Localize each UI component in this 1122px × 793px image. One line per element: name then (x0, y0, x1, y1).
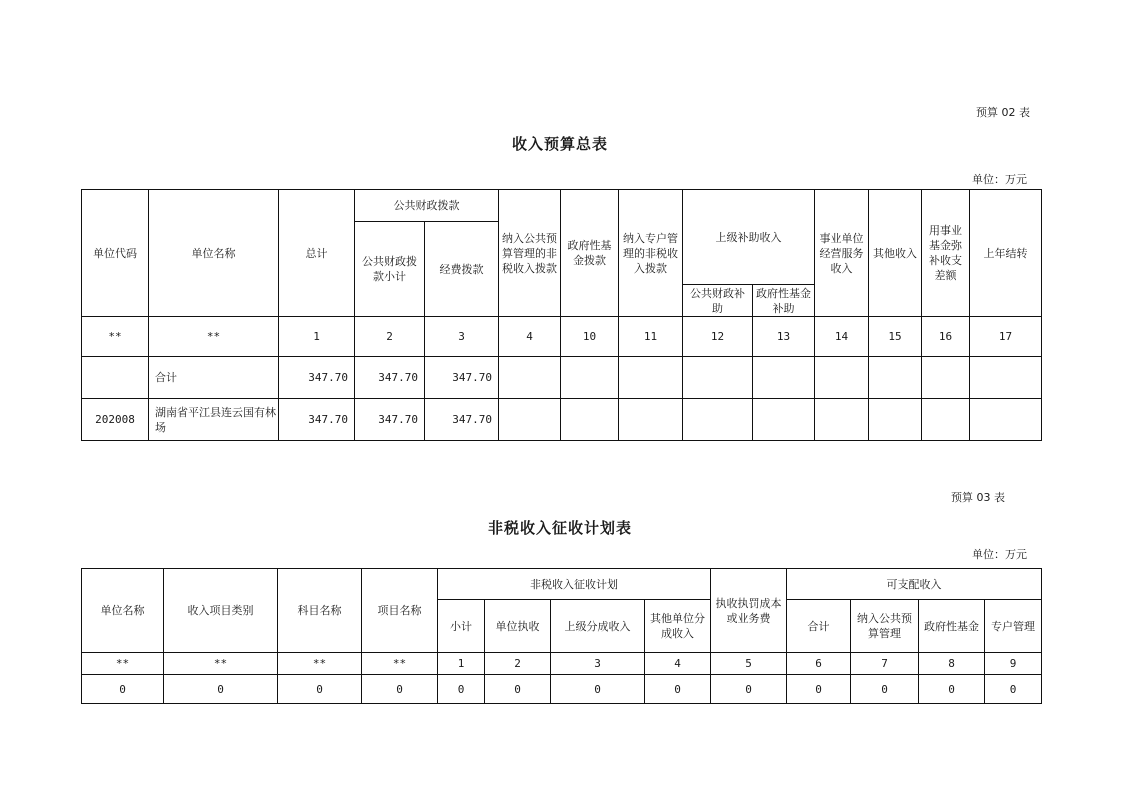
header-other-share: 其他单位分成收入 (645, 600, 711, 653)
header-nontax-budget: 纳入公共预算管理的非税收入拨款 (499, 190, 561, 317)
header-superior-govfund: 政府性基金补助 (753, 285, 815, 317)
index-cell: ** (82, 317, 149, 357)
index-cell: 4 (645, 653, 711, 675)
total-public-subtotal: 347.70 (355, 357, 425, 399)
header-unit-name: 单位名称 (82, 569, 164, 653)
income-budget-table (81, 189, 1042, 441)
value-cell: 0 (362, 675, 438, 704)
header-self-collected: 单位执收 (485, 600, 551, 653)
empty-cell (499, 357, 561, 399)
header-disp-special: 专户管理 (985, 600, 1042, 653)
index-cell: 14 (815, 317, 869, 357)
header-superior-share: 上级分成收入 (551, 600, 645, 653)
value-cell: 0 (164, 675, 278, 704)
value-cell: 0 (278, 675, 362, 704)
header-plan-subtotal: 小计 (438, 600, 485, 653)
empty-cell (922, 357, 970, 399)
empty-cell (619, 357, 683, 399)
empty-cell (619, 399, 683, 441)
unit-name-cell: 湖南省平江县连云国有林场 (149, 399, 279, 441)
table2-unit: 单位：万元 (972, 548, 1027, 561)
row-total: 347.70 (279, 399, 355, 441)
table-row (82, 675, 1042, 704)
empty-cell (869, 399, 922, 441)
header-collection-plan: 非税收入征收计划 (438, 569, 711, 600)
index-cell: ** (149, 317, 279, 357)
index-cell: 4 (499, 317, 561, 357)
total-fund: 347.70 (425, 357, 499, 399)
empty-cell (499, 399, 561, 441)
index-row (82, 653, 1042, 675)
table2-title: 非税收入征收计划表 (487, 519, 632, 537)
header-other-income: 其他收入 (869, 190, 922, 317)
value-cell: 0 (645, 675, 711, 704)
header-gov-fund: 政府性基金拨款 (561, 190, 619, 317)
value-cell: 0 (919, 675, 985, 704)
index-cell: 13 (753, 317, 815, 357)
header-fund-allocation: 经费拨款 (425, 222, 499, 317)
total-row (82, 357, 1042, 399)
index-cell: ** (82, 653, 164, 675)
value-cell: 0 (438, 675, 485, 704)
header-business-income: 事业单位经营服务收入 (815, 190, 869, 317)
unit-code-cell: 202008 (82, 399, 149, 441)
empty-cell (753, 399, 815, 441)
index-cell: 1 (438, 653, 485, 675)
index-cell: 5 (711, 653, 787, 675)
header-disp-govfund: 政府性基金 (919, 600, 985, 653)
header-unit-name: 单位名称 (149, 190, 279, 317)
index-cell: ** (278, 653, 362, 675)
table1-unit: 单位：万元 (972, 173, 1027, 186)
header-public-finance-group: 公共财政拨款 (355, 190, 499, 222)
index-row (82, 317, 1042, 357)
header-subject-name: 科目名称 (278, 569, 362, 653)
empty-cell (82, 357, 149, 399)
index-cell: 8 (919, 653, 985, 675)
value-cell: 0 (82, 675, 164, 704)
index-cell: 6 (787, 653, 851, 675)
index-cell: 16 (922, 317, 970, 357)
value-cell: 0 (551, 675, 645, 704)
header-total: 总计 (279, 190, 355, 317)
header-unit-code: 单位代码 (82, 190, 149, 317)
value-cell: 0 (787, 675, 851, 704)
nontax-plan-table (81, 568, 1042, 704)
header-superior-public: 公共财政补助 (683, 285, 753, 317)
index-cell: 3 (425, 317, 499, 357)
header-disp-public: 纳入公共预算管理 (851, 600, 919, 653)
index-cell: 1 (279, 317, 355, 357)
empty-cell (970, 357, 1042, 399)
header-disp-total: 合计 (787, 600, 851, 653)
value-cell: 0 (851, 675, 919, 704)
index-cell: 3 (551, 653, 645, 675)
empty-cell (970, 399, 1042, 441)
index-cell: 12 (683, 317, 753, 357)
value-cell: 0 (485, 675, 551, 704)
header-public-subtotal: 公共财政拨款小计 (355, 222, 425, 317)
empty-cell (753, 357, 815, 399)
empty-cell (561, 357, 619, 399)
header-enforcement-cost: 执收执罚成本或业务费 (711, 569, 787, 653)
empty-cell (922, 399, 970, 441)
header-fund-offset: 用事业基金弥补收支差额 (922, 190, 970, 317)
index-cell: 15 (869, 317, 922, 357)
header-superior-subsidy: 上级补助收入 (683, 190, 815, 285)
table-row (82, 399, 1042, 441)
row-public-subtotal: 347.70 (355, 399, 425, 441)
index-cell: 11 (619, 317, 683, 357)
index-cell: ** (164, 653, 278, 675)
index-cell: 2 (485, 653, 551, 675)
table2-tag: 预算 03 表 (951, 491, 1005, 504)
index-cell: 7 (851, 653, 919, 675)
empty-cell (683, 357, 753, 399)
table1-title: 收入预算总表 (511, 135, 608, 153)
header-income-category: 收入项目类别 (164, 569, 278, 653)
total-amount: 347.70 (279, 357, 355, 399)
header-project-name: 项目名称 (362, 569, 438, 653)
header-special-account: 纳入专户管理的非税收入拨款 (619, 190, 683, 317)
row-fund: 347.70 (425, 399, 499, 441)
empty-cell (683, 399, 753, 441)
index-cell: 9 (985, 653, 1042, 675)
index-cell: ** (362, 653, 438, 675)
value-cell: 0 (985, 675, 1042, 704)
empty-cell (869, 357, 922, 399)
total-label: 合计 (149, 357, 279, 399)
table1-tag: 预算 02 表 (976, 106, 1030, 119)
empty-cell (561, 399, 619, 441)
empty-cell (815, 357, 869, 399)
value-cell: 0 (711, 675, 787, 704)
empty-cell (815, 399, 869, 441)
index-cell: 10 (561, 317, 619, 357)
index-cell: 2 (355, 317, 425, 357)
index-cell: 17 (970, 317, 1042, 357)
header-carryover: 上年结转 (970, 190, 1042, 317)
header-disposable-income: 可支配收入 (787, 569, 1042, 600)
